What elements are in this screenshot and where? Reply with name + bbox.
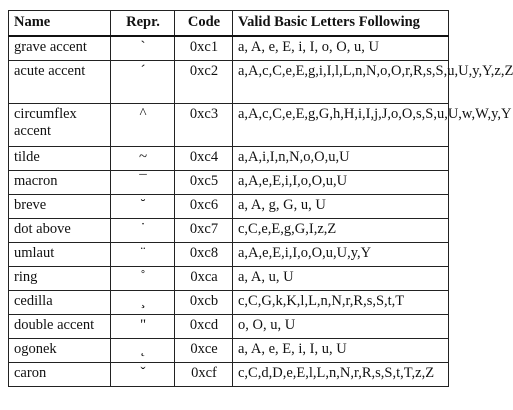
table-row: [9, 219, 449, 243]
row-valid-letters: o, O, u, U: [233, 315, 449, 339]
row-repr: ": [111, 315, 175, 339]
row-repr: ˚: [111, 267, 175, 291]
row-valid-letters: a, A, e, E, i, I, o, O, u, U: [233, 36, 449, 61]
header-valid-letters: Valid Basic Letters Following: [233, 11, 449, 37]
row-code: 0xc1: [175, 36, 233, 61]
row-valid-letters: c,C,d,D,e,E,l,L,n,N,r,R,s,S,t,T,z,Z: [233, 363, 449, 387]
row-repr: ~: [111, 147, 175, 171]
row-repr: ˙: [111, 219, 175, 243]
row-code: 0xca: [175, 267, 233, 291]
row-name: cedilla: [9, 291, 111, 315]
table-header: [9, 11, 449, 37]
table-row: [9, 315, 449, 339]
row-code: 0xc4: [175, 147, 233, 171]
row-code: 0xcf: [175, 363, 233, 387]
row-repr: ˛: [111, 339, 175, 363]
row-code: 0xc7: [175, 219, 233, 243]
table-row: [9, 36, 449, 61]
table-row: [9, 104, 449, 147]
row-name: ogonek: [9, 339, 111, 363]
row-valid-letters: a, A, u, U: [233, 267, 449, 291]
table-row: [9, 61, 449, 104]
row-valid-letters: c,C,G,k,K,l,L,n,N,r,R,s,S,t,T: [233, 291, 449, 315]
header-row: [9, 11, 449, 37]
row-repr: ¯: [111, 171, 175, 195]
table-row: [9, 363, 449, 387]
diacritics-table-container: [8, 10, 513, 387]
row-valid-letters: a,A,c,C,e,E,g,i,I,l,L,n,N,o,O,r,R,s,S,u,U,y,Y,z,Z: [233, 61, 449, 104]
row-code: 0xcd: [175, 315, 233, 339]
row-valid-letters: a, A, g, G, u, U: [233, 195, 449, 219]
header-code: Code: [175, 11, 233, 37]
diacritics-table: [8, 10, 513, 387]
row-code: 0xc2: [175, 61, 233, 104]
row-name: acute accent: [9, 61, 111, 104]
row-name: ring: [9, 267, 111, 291]
row-name: caron: [9, 363, 111, 387]
row-name: dot above: [9, 219, 111, 243]
row-name: breve: [9, 195, 111, 219]
table-body: [9, 36, 513, 387]
row-code: 0xc3: [175, 104, 233, 147]
row-code: 0xc5: [175, 171, 233, 195]
table-row: [9, 243, 449, 267]
row-name: grave accent: [9, 36, 111, 61]
row-valid-letters: a,A,i,I,n,N,o,O,u,U: [233, 147, 449, 171]
row-name: umlaut: [9, 243, 111, 267]
header-repr: Repr.: [111, 11, 175, 37]
row-name: circumflex accent: [9, 104, 111, 147]
row-code: 0xce: [175, 339, 233, 363]
row-repr: ´: [111, 61, 175, 104]
row-repr: ¨: [111, 243, 175, 267]
row-valid-letters: a,A,e,E,i,I,o,O,u,U,y,Y: [233, 243, 449, 267]
table-row: [9, 195, 449, 219]
row-valid-letters: a, A, e, E, i, I, u, U: [233, 339, 449, 363]
row-code: 0xcb: [175, 291, 233, 315]
row-repr: ˘: [111, 195, 175, 219]
row-code: 0xc6: [175, 195, 233, 219]
row-repr: ¸: [111, 291, 175, 315]
row-valid-letters: c,C,e,E,g,G,I,z,Z: [233, 219, 449, 243]
row-valid-letters: a,A,c,C,e,E,g,G,h,H,i,I,j,J,o,O,s,S,u,U,w,W,y,Y: [233, 104, 449, 147]
row-name: tilde: [9, 147, 111, 171]
row-name: double accent: [9, 315, 111, 339]
row-code: 0xc8: [175, 243, 233, 267]
row-repr: `: [111, 36, 175, 61]
header-name: Name: [9, 11, 111, 37]
table-row: [9, 291, 449, 315]
table-row: [9, 339, 449, 363]
table-row: [9, 171, 449, 195]
table-row: [9, 267, 449, 291]
row-repr: ˇ: [111, 363, 175, 387]
row-name: macron: [9, 171, 111, 195]
table-row: [9, 147, 449, 171]
row-repr: ^: [111, 104, 175, 147]
row-valid-letters: a,A,e,E,i,I,o,O,u,U: [233, 171, 449, 195]
